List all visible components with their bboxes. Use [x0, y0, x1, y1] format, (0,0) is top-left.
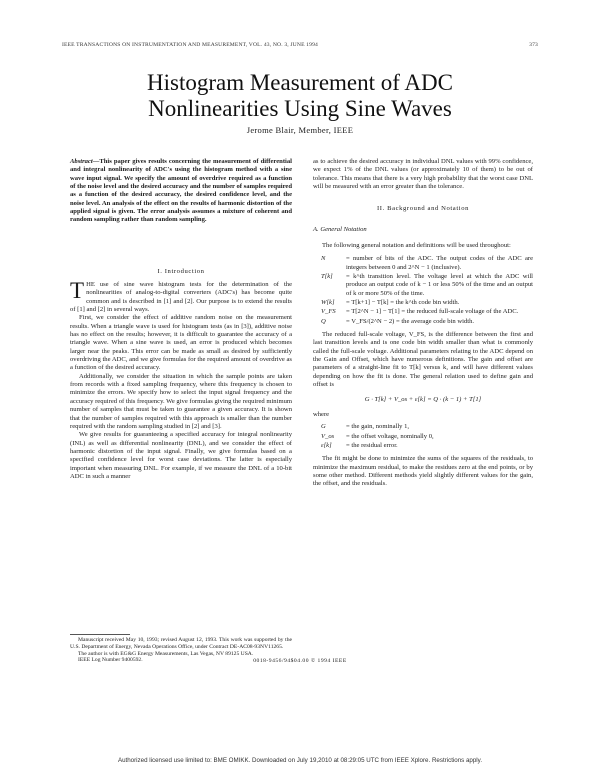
gain-offset-equation: G · T[k] + V_os + ε[k] = Q · (k − 1) + T[1]: [364, 395, 482, 403]
license-notice: Authorized licensed use limited to: BME OMIKK. Downloaded on July 19,2010 at 08:29:05 UTC from IEEE Xplore. Restrictions apply.: [117, 757, 483, 764]
abstract-text: This paper gives results concerning the measurement of differential and integral nonlinearity of ADC's using the histogram method with a sine wave input signal. We specify the amount of overdrive required as a function of the noise level and the desired accuracy and the number of samples required as a function of the desired accuracy, the desired confidence level, and the noise level. An analysis of the effect on the results of harmonic distortion of the applied signal is given. The error analysis assumes a mixture of coherent and random sampling rather than random sampling.: [70, 158, 292, 224]
abstract: [70, 158, 292, 225]
footnote-affiliation: The author is with EG&G Energy Measurements, Las Vegas, NV 89125 USA.: [78, 650, 254, 657]
definition-item: V_FS = T[2^N − 1] − T[1] = the reduced full-scale voltage of the ADC.: [321, 308, 519, 316]
intro-paragraph-1: HE use of sine wave histogram tests for the determination of the nonlinearities of analog-to-digital converters (ADC's) has become quite common and is described in [1] and [2]. Our purpose is to extend the results of [1] and [2] in several ways.: [70, 281, 292, 314]
intro-paragraph-4: We give results for guaranteeing a specified accuracy for integral nonlinearity (INL) as well as differential nonlinearity (DNL), and we consider the effect of harmonic distortion of the input signal. Finally, we give formulas based on a specified confidence level for worst case deviations. The latter is especially important when measuring DNL. For example, if we measure the DNL of a 10-bit ADC in such a manner: [70, 431, 292, 480]
paper-title: [0, 70, 600, 122]
author-line: Jerome Blair, Member, IEEE: [246, 125, 354, 135]
where-item: V_os = the offset voltage, nominally 0,: [321, 432, 434, 440]
page-number: 373: [529, 42, 538, 48]
copyright-id: 0018-9456/94$04.00 © 1994 IEEE: [253, 658, 347, 664]
definition-item: Q = V_FS/(2^N − 2) = the average code bin width.: [321, 317, 475, 325]
title-line-2: Nonlinearities Using Sine Waves: [148, 96, 452, 121]
right-continuation: as to achieve the desired accuracy in individual DNL values with 99% confidence, we expect 1% of the DNL values (or approximately 10 of them) to be out of tolerance. This means that there is a very high probability that the worst case DNL will be measured with an error greater than the tolerance.: [313, 158, 533, 191]
definition-list: [321, 255, 533, 326]
definition-item: W[k] = T[k+1] − T[k] = the k^th code bin width.: [321, 299, 460, 307]
section-heading-background: II. Background and Notation: [376, 205, 469, 212]
intro-paragraph-3: Additionally, we consider the situation in which the sample points are taken from records with a fixed sampling frequency, where this frequency is chosen to minimize the errors. We specify how to select the input signal frequency and the accuracy required of this frequency. We give formulas giving the required minimum number of samples that must be taken to guarantee a given accuracy. It is shown that the number of samples required with this approach is smaller than the number required with the random sampling studied in [2] and [3].: [70, 372, 292, 430]
journal-name: IEEE TRANSACTIONS ON INSTRUMENTATION AND MEASUREMENT, VOL. 43, NO. 3, JUNE 1994: [62, 42, 318, 48]
running-header: [62, 42, 538, 48]
background-body: [313, 242, 533, 489]
footnote-ieee-log: IEEE Log Number 9400592.: [78, 657, 143, 664]
fullscale-paragraph: The reduced full-scale voltage, V_FS, is the difference between the first and last transition levels and is one code bin width smaller than what is commonly called the full-scale voltage. Additional parameters relating to the ADC depend on the Gain and Offset, which have numerous definitions. The gain and offset are parameters of a straight-line fit to T[k] versus k, and will have different values depending on how the fit is done. The general relation used to define gain and offset is: [313, 331, 533, 389]
intro-paragraph-2: First, we consider the effect of additive random noise on the measurement results. When a triangle wave is used for histogram tests (as in [3]), additive noise has no effect on the results; however, it is difficult to guarantee the accuracy of a triangle wave. When a sine wave is used, an error is produced which becomes larger near the peaks. This error can be made as small as desired by sufficiently overdriving the ADC, and we give formulas for the required amount of overdrive as a function of the desired accuracy.: [70, 314, 292, 372]
where-item: G = the gain, nominally 1,: [321, 423, 410, 431]
drop-cap: T: [70, 278, 85, 303]
definition-item: N = number of bits of the ADC. The output codes of the ADC are integers between 0 and 2^N − 1 (inclusive).: [321, 255, 533, 271]
fit-paragraph: The fit might be done to minimize the sums of the squares of the residuals, to minimize the maximum residual, to make the residues zero at the end points, or by some other method. Different methods yield slightly different values for the gain, the offset, and the residuals.: [313, 455, 533, 488]
title-line-1: Histogram Measurement of ADC: [147, 70, 453, 95]
footnote-received: Manuscript received May 10, 1993; revised August 12, 1993. This work was supported by the U.S. Department of Energy, Nevada Operations Office, under Contract DE-AC08-93NV11265.: [70, 637, 292, 650]
section-heading-introduction: I. Introduction: [157, 268, 205, 275]
where-item: ε[k] = the residual error.: [321, 441, 398, 449]
subsection-heading-general-notation: A. General Notation: [313, 226, 367, 233]
definition-item: T[k] = k^th transition level. The voltage level at which the ADC will produce an output code of k − 1 or less 50% of the time and an output of k or more 50% of the time.: [321, 273, 533, 297]
introduction-body: [70, 278, 292, 481]
notation-intro: The following general notation and definitions will be used throughout:: [322, 242, 511, 249]
abstract-label: Abstract—: [70, 158, 100, 165]
where-definition-list: [321, 423, 533, 450]
where-label: where: [313, 410, 330, 418]
footnote-rule: [70, 634, 130, 635]
